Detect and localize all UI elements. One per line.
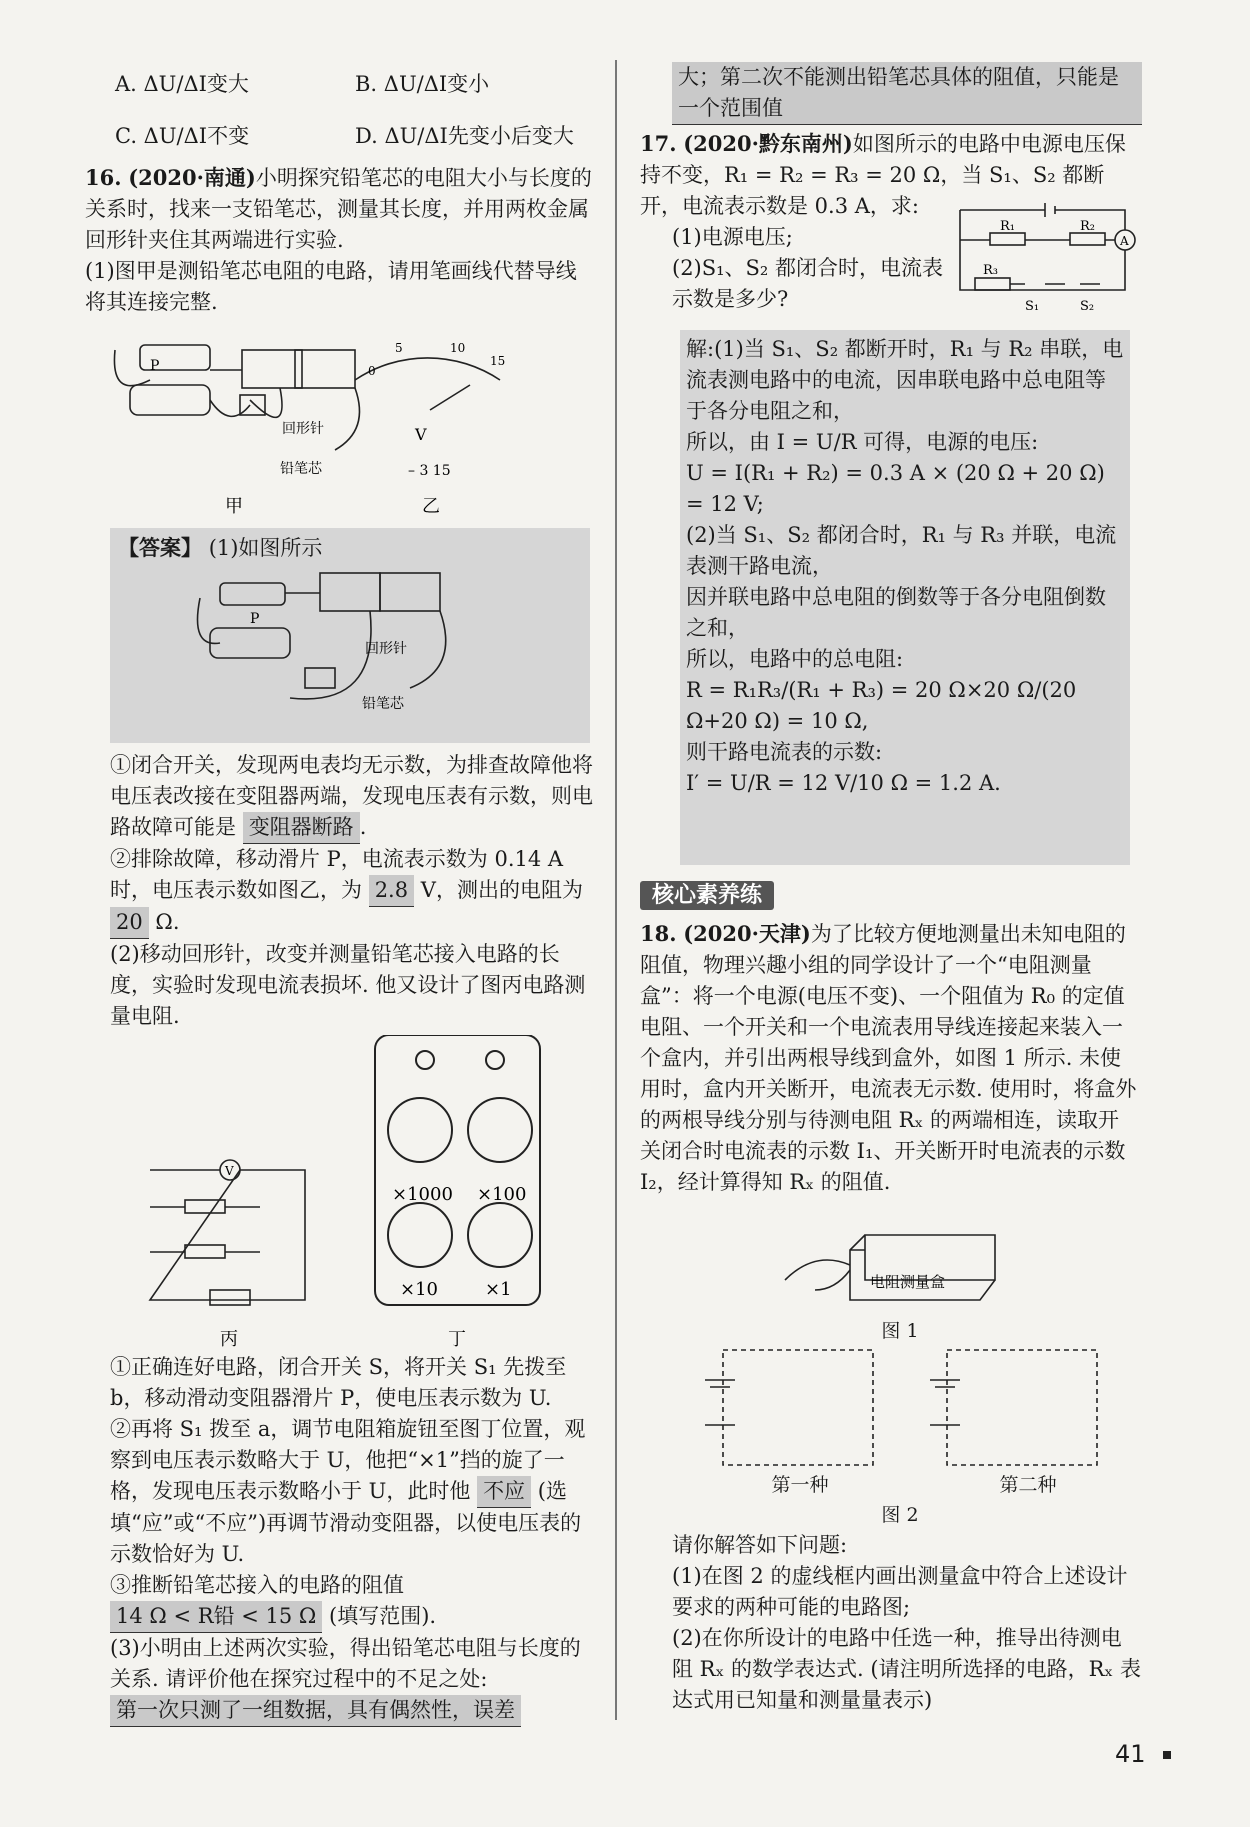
q17-number: 17.	[640, 131, 677, 156]
answer-fill-5: 14 Ω < R铅 < 15 Ω	[110, 1601, 322, 1633]
answer-circuit-figure	[110, 568, 590, 738]
fig2-caption: 图 2	[881, 1504, 919, 1526]
page-number	[1115, 1740, 1171, 1768]
q17-solution-box	[680, 330, 1130, 865]
fig2-caption-b: 第二种	[999, 1474, 1057, 1496]
dial-label-1: ×1	[485, 1279, 512, 1300]
q17-source: (2020·黔东南州)	[683, 131, 853, 156]
q18-source: (2020·天津)	[683, 921, 811, 946]
q16-stem	[85, 162, 595, 318]
dial-label-10: ×10	[400, 1279, 438, 1300]
circuit-bing	[150, 1160, 305, 1305]
sub2-text-c: Ω.	[155, 910, 180, 934]
svg-text:15: 15	[490, 354, 506, 368]
svg-text:V: V	[415, 425, 427, 444]
resistance-box-ding	[375, 1035, 540, 1305]
q18-part2: (2)在你所设计的电路中任选一种，推导出待测电阻 Rₓ 的数学表达式. (请注明所选择的电路，Rₓ 表达式用已知量和测量量表示)	[672, 1626, 1141, 1712]
answer-fill-6: 第一次只测了一组数据，具有偶然性，误差	[110, 1695, 521, 1727]
q18-part1: (1)在图 2 的虚线框内画出测量盒中符合上述设计要求的两种可能的电路图;	[672, 1564, 1128, 1619]
q17-circuit	[955, 200, 1145, 320]
section-title: 核心素养练	[640, 881, 774, 910]
answer-fill-4: 不应	[477, 1476, 531, 1508]
q17-stem-text: 如图所示的电路中电源电压保持不变，R₁ = R₂ = R₃ = 20 Ω，当 S₁、S₂ 都断开，电流表示数是 0.3 A，求:	[640, 132, 1126, 218]
sub5-text-b: (填写范围).	[329, 1604, 437, 1628]
fig2-caption-a: 第一种	[771, 1474, 829, 1496]
column-divider	[615, 60, 617, 1720]
page-number-text: 41	[1115, 1740, 1146, 1768]
solution-line-8: 则干路电流表的示数:	[686, 740, 883, 764]
q18-prompt: 请你解答如下问题:	[672, 1533, 848, 1557]
page-marker	[1163, 1751, 1171, 1759]
q17-parts	[672, 222, 957, 315]
svg-text:A: A	[1120, 234, 1129, 248]
svg-text:0: 0	[368, 364, 376, 378]
q17-part2: (2)S₁、S₂ 都闭合时，电流表示数是多少?	[672, 256, 944, 311]
svg-text:R₁: R₁	[1000, 219, 1015, 234]
solution-line-6: 所以，电路中的总电阻:	[686, 647, 904, 671]
answer-text: (1)如图所示	[208, 536, 323, 560]
answer-qianbixin: 铅笔芯	[362, 696, 404, 712]
solution-line-9: I′ = U/R = 12 V/10 Ω = 1.2 A.	[686, 771, 1001, 795]
answer-fill-1: 变阻器断路	[243, 812, 360, 844]
svg-text:S₂: S₂	[1080, 299, 1095, 314]
solution-line-7: R = R₁R₃/(R₁ + R₃) = 20 Ω×20 Ω/(20 Ω+20 Ω) = 10 Ω,	[686, 678, 1077, 733]
q16-answer-box	[110, 528, 590, 743]
solution-line-3: U = I(R₁ + R₂) = 0.3 A × (20 Ω + 20 Ω) = 12 V;	[686, 461, 1105, 516]
svg-text:R₃: R₃	[983, 263, 998, 278]
fig1-caption: 图 1	[881, 1320, 919, 1342]
solution-line-1: 解:(1)当 S₁、S₂ 都断开时，R₁ 与 R₂ 串联，电流表测电路中的电流，因串联电路中总电阻等于各分电阻之和，	[686, 337, 1124, 423]
option-c: C. ΔU/ΔI不变	[115, 123, 250, 148]
voltmeter-dial-yi	[355, 358, 500, 410]
q17-part1: (1)电源电压;	[672, 225, 793, 249]
option-d: D. ΔU/ΔI先变小后变大	[355, 123, 574, 148]
q16-source: (2020·南通)	[128, 165, 256, 190]
solution-line-5: 因并联电路中总电阻的倒数等于各分电阻倒数之和，	[686, 585, 1106, 640]
svg-text:P: P	[250, 611, 260, 627]
q18-stem-text: 为了比较方便地测量出未知电阻的阻值，物理兴趣小组的同学设计了一个“电阻测量盒”：将一个电源(电压不变)、一个阻值为 R₀ 的定值电阻、一个开关和一个电流表用导线连接起来装入一个盒内，并引出两根导线到盒外，如图 1 所示. 未使用时，盒内开关断开，电流表无示数. 使用时，将盒外的两根导线分别与待测电阻 Rₓ 的两端相连，读取开关闭合时电流表的示数 I₁、开关断开时电流表的示数 I₂，经计算得知 Rₓ 的阻值.	[640, 922, 1137, 1194]
q18-questions	[672, 1530, 1142, 1716]
svg-text:S₁: S₁	[1025, 299, 1040, 314]
svg-text:R₂: R₂	[1080, 219, 1095, 234]
options-block	[115, 58, 615, 162]
figure-jia-yi	[110, 340, 600, 520]
q18-stem	[640, 918, 1140, 1198]
sub4-text-b: (选填“应”或“不应”)再调节滑动变阻器，以使电压表的示数恰好为 U.	[110, 1479, 582, 1566]
continued-answer	[672, 62, 1142, 125]
q16-part3: (3)小明由上述两次实验，得出铅笔芯电阻与长度的关系. 请评价他在探究过程中的不足之处:	[110, 1636, 581, 1691]
sub5-text: ③推断铅笔芯接入的电路的阻值	[110, 1573, 404, 1597]
sub1-text: ①闭合开关，发现两电表均无示数，为排查故障他将电压表改接在变阻器两端，发现电压表有示数，则电路故障可能是	[110, 753, 593, 839]
q18-number: 18.	[640, 921, 677, 946]
answer-huixingzhen: 回形针	[365, 641, 407, 657]
fig-qianbixin: 铅笔芯	[280, 461, 322, 477]
dial-label-1000: ×1000	[392, 1184, 453, 1205]
fig-bing-label: 丙	[220, 1329, 238, 1350]
svg-text:– 3 15: – 3 15	[408, 463, 451, 479]
figure-bing-ding	[130, 1035, 590, 1350]
answer-fill-2: 2.8	[369, 875, 414, 907]
svg-text:5: 5	[395, 341, 403, 355]
fig-huixingzhen: 回形针	[282, 421, 324, 437]
fig-ding-label: 丁	[448, 1329, 466, 1350]
fig-yi-label: 乙	[422, 496, 440, 517]
section-header	[640, 878, 774, 909]
q16-sub1	[110, 750, 595, 1032]
answer-label: 【答案】	[118, 535, 202, 560]
svg-text:V: V	[225, 1164, 234, 1178]
solution-line-2: 所以，由 I = U/R 可得，电源的电压:	[686, 430, 1039, 454]
sub4-text: ②再将 S₁ 拨至 a，调节电阻箱旋钮至图丁位置，观察到电压表示数略大于 U，他把“×1”挡的旋了一格，发现电压表示数略小于 U，此时他	[110, 1417, 586, 1503]
q16-part2: (2)移动回形针，改变并测量铅笔芯接入电路的长度，实验时发现电流表损坏. 他又设计了图丙电路测量电阻.	[110, 942, 586, 1028]
q16-stem-text: 小明探究铅笔芯的电阻大小与长度的关系时，找来一支铅笔芯，测量其长度，并用两枚金属回形针夹住其两端进行实验.	[85, 166, 592, 252]
dial-label-100: ×100	[477, 1184, 527, 1205]
option-b: B. ΔU/ΔI变小	[355, 71, 490, 96]
sub3-text: ①正确连好电路，闭合开关 S，将开关 S₁ 先拨至 b，移动滑动变阻器滑片 P，使电压表示数为 U.	[110, 1355, 567, 1410]
q16-part1: (1)图甲是测铅笔芯电阻的电路，请用笔画线代替导线将其连接完整.	[85, 259, 577, 314]
sub2-text-b: V，测出的电阻为	[420, 878, 583, 902]
answer-fill-cont: 大；第二次不能测出铅笔芯具体的阻值，只能是一个范围值	[672, 62, 1142, 125]
sub1-end: .	[359, 815, 367, 839]
option-a: A. ΔU/ΔI变大	[115, 71, 249, 96]
slider-p: P	[150, 358, 160, 374]
answer-fill-3: 20	[110, 907, 149, 939]
sub2-text: ②排除故障，移动滑片 P，电流表示数为 0.14 A 时，电压表示数如图乙，为	[110, 847, 564, 902]
box-label: 电阻测量盒	[870, 1273, 946, 1291]
fig-jia-label: 甲	[225, 496, 243, 517]
q16-sub3	[110, 1352, 595, 1727]
q16-number: 16.	[85, 165, 122, 190]
figure-2-frames	[690, 1345, 1110, 1470]
solution-line-4: (2)当 S₁、S₂ 都闭合时，R₁ 与 R₃ 并联，电流表测干路电流，	[686, 523, 1117, 578]
svg-text:10: 10	[450, 341, 466, 355]
